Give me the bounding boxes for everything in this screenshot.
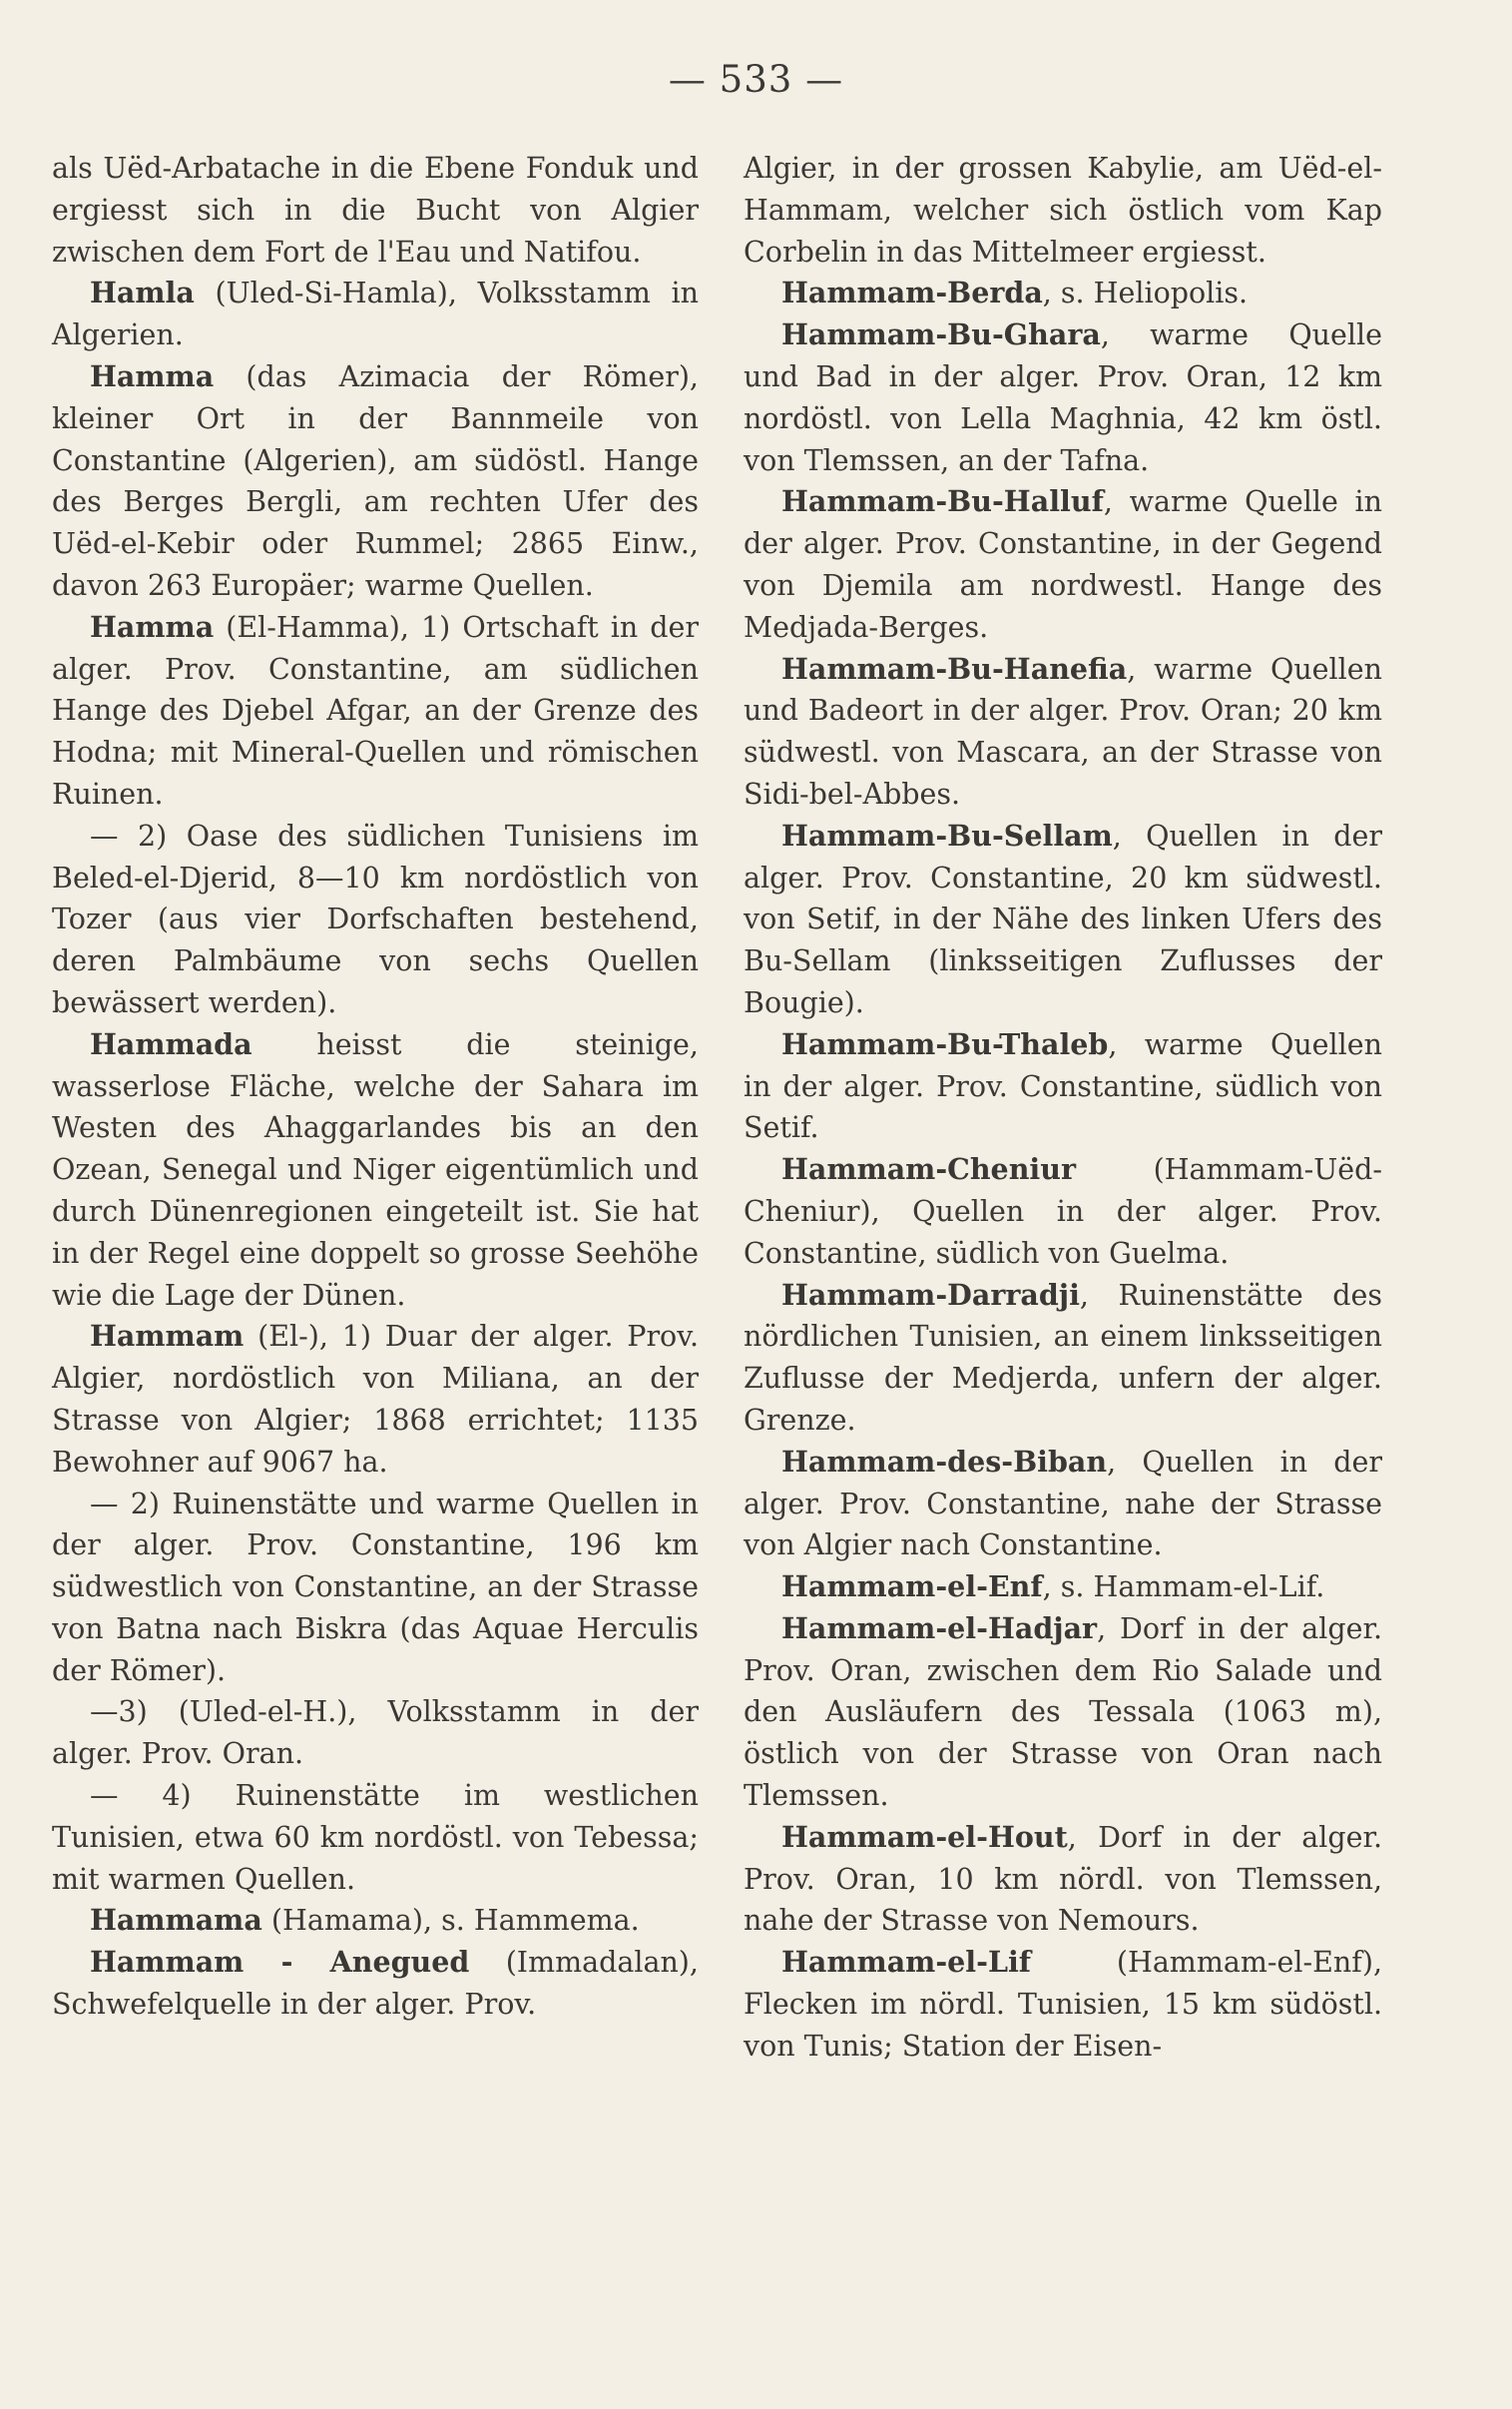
entry-text: — 2) Oase des südlichen Tunisiens im Beled-el-Djerid, 8—10 km nordöstlich von Tozer (aus vier Dorfschaften bestehend, deren Palmbäume von sechs Quellen bewässert werden). <box>52 819 699 1019</box>
sub-entry <box>52 1775 699 1900</box>
entry-headword: Hammam-el-Hadjar <box>781 1610 1098 1645</box>
entry-text: — 2) Ruinenstätte und warme Quellen in der alger. Prov. Constantine, 196 km südwestlich von Constantine, an der Strasse von Batna nach Biskra (das Aquae Herculis der Römer). <box>52 1487 699 1687</box>
entry-headword: Hamma <box>90 358 215 393</box>
entry-text: (Hamama), s. Hammema. <box>261 1904 640 1938</box>
entry-headword: Hammam-Berda <box>781 276 1043 310</box>
entry-text: , Ruinenstätte des nördlichen Tunisien, an einem linksseitigen Zuflusse der Medjerda, unfern der alger. Grenze. <box>744 1278 1382 1437</box>
entry-headword: Hammama <box>90 1903 262 1938</box>
dictionary-entry <box>744 816 1382 1024</box>
dictionary-entry <box>744 273 1382 314</box>
entry-headword: Hammam-des-Biban <box>781 1444 1108 1479</box>
entry-headword: Hammada <box>90 1026 252 1061</box>
entry-headword: Hammam-Darradji <box>781 1277 1080 1312</box>
entry-text: Algier, in der grossen Kabylie, am Uëd-el-Hammam, welcher sich östlich vom Kap Corbelin in das Mittelmeer ergiesst. <box>744 152 1382 269</box>
entry-text: —3) (Uled-el-H.), Volksstamm in der alger. Prov. Oran. <box>52 1695 699 1771</box>
dictionary-entry <box>52 273 699 356</box>
entry-headword: Hammam <box>90 1319 245 1354</box>
entry-text: , Dorf in der alger. Prov. Oran, 10 km nördl. von Tlemssen, nahe der Strasse von Nemours. <box>744 1820 1382 1938</box>
continued-text <box>744 148 1382 273</box>
entry-headword: Hammam-Bu-Halluf <box>781 484 1104 519</box>
sub-entry <box>52 1691 699 1775</box>
right-column <box>744 148 1382 2068</box>
entry-text: , warme Quellen und Badeort in der alger. Prov. Oran; 20 km südwestl. von Mascara, an der Strasse von Sidi-bel-Abbes. <box>744 652 1382 811</box>
entry-headword: Hammam-el-Hout <box>781 1819 1068 1854</box>
dictionary-entry <box>744 314 1382 481</box>
dictionary-entry <box>744 1566 1382 1608</box>
left-column <box>52 148 699 2026</box>
entry-text: , Quellen in der alger. Prov. Constantine, 20 km südwestl. von Setif, in der Nähe des linken Ufers des Bu-Sellam (linksseitigen Zuflusses der Bougie). <box>744 819 1382 1019</box>
entry-headword: Hammam-Cheniur <box>781 1152 1076 1187</box>
entry-text: , Quellen in der alger. Prov. Constantine, nahe der Strasse von Algier nach Constantine. <box>744 1445 1382 1562</box>
dictionary-entry <box>744 1275 1382 1442</box>
dictionary-entry <box>744 649 1382 816</box>
entry-headword: Hamla <box>90 276 195 310</box>
dictionary-entry <box>744 1024 1382 1149</box>
sub-entry <box>52 816 699 1024</box>
entry-text: (Uled-Si-Hamla), Volksstamm in Algerien. <box>52 277 699 352</box>
dictionary-entry <box>52 1316 699 1483</box>
dictionary-entry <box>744 1817 1382 1942</box>
entry-text: (Hammam-Uëd-Cheniur), Quellen in der alger. Prov. Constantine, südlich von Guelma. <box>744 1153 1382 1270</box>
sub-entry <box>52 1484 699 1692</box>
entry-headword: Hammam-el-Enf <box>781 1569 1043 1604</box>
entry-text: heisst die steinige, wasserlose Fläche, welche der Sahara im Westen des Ahaggarlandes bis an den Ozean, Senegal und Niger eigentümlich und durch Dünenregionen eingeteilt ist. Sie hat in der Regel eine doppelt so grosse Seehöhe wie die Lage der Dünen. <box>52 1027 699 1312</box>
entry-headword: Hammam-Bu-Hanefia <box>781 651 1128 686</box>
entry-text: , s. Hammam-el-Lif. <box>1042 1570 1325 1604</box>
entry-headword: Hammam-Bu-Sellam <box>781 818 1113 853</box>
entry-text: , s. Heliopolis. <box>1042 277 1249 310</box>
entry-headword: Hammam-Bu-Ghara <box>781 317 1101 352</box>
entry-headword: Hammam-el-Lif <box>781 1945 1032 1980</box>
entry-text: , Dorf in der alger. Prov. Oran, zwischen dem Rio Salade und den Ausläufern des Tessala (1063 m), östlich von der Strasse von Oran nach Tlemssen. <box>744 1611 1382 1813</box>
entry-text: , warme Quelle in der alger. Prov. Constantine, in der Gegend von Djemila am nordwestl. Hange des Medjada-Berges. <box>744 485 1382 644</box>
entry-text: (Immadalan), Schwefelquelle in der alger. Prov. <box>52 1946 699 2022</box>
page-number: — 533 — <box>668 58 844 101</box>
dictionary-entry <box>52 1942 699 2026</box>
entry-text: , warme Quelle und Bad in der alger. Prov. Oran, 12 km nordöstl. von Lella Maghnia, 42 km östl. von Tlemssen, an der Tafna. <box>744 318 1382 477</box>
dictionary-entry <box>52 1024 699 1317</box>
entry-text: als Uëd-Arbatache in die Ebene Fonduk und ergiesst sich in die Bucht von Algier zwischen dem Fort de l'Eau und Natifou. <box>52 152 699 269</box>
entry-text: (das Azimacia der Römer), kleiner Ort in der Bannmeile von Constantine (Algerien), am südöstl. Hange des Berges Bergli, am rechten Ufer des Uëd-el-Kebir oder Rummel; 2865 Einw., davon 263 Europäer; warme Quellen. <box>52 359 699 602</box>
dictionary-entry <box>52 1900 699 1942</box>
dictionary-entry <box>744 1442 1382 1566</box>
entry-text: (El-), 1) Duar der alger. Prov. Algier, nordöstlich von Miliana, an der Strasse von Algier; 1868 errichtet; 1135 Bewohner auf 9067 ha. <box>52 1320 699 1479</box>
dictionary-entry <box>744 1608 1382 1817</box>
dictionary-entry <box>52 356 699 607</box>
dictionary-entry <box>744 1942 1382 2067</box>
entry-text: (Hammam-el-Enf), Flecken im nördl. Tunisien, 15 km südöstl. von Tunis; Station der Eisen- <box>744 1946 1382 2063</box>
entry-text: (El-Hamma), 1) Ortschaft in der alger. Prov. Constantine, am südlichen Hange des Djebel Afgar, an der Grenze des Hodna; mit Mineral-Quellen und römischen Ruinen. <box>52 610 699 811</box>
dictionary-entry <box>744 481 1382 648</box>
dictionary-entry <box>52 607 699 816</box>
entry-text: — 4) Ruinenstätte im westlichen Tunisien, etwa 60 km nordöstl. von Tebessa; mit warmen Quellen. <box>52 1779 699 1896</box>
dictionary-entry <box>744 1149 1382 1274</box>
continued-text <box>52 148 699 273</box>
entry-headword: Hamma <box>90 609 215 644</box>
entry-headword: Hammam-Bu-Thaleb <box>781 1026 1109 1061</box>
entry-headword: Hammam - Anegued <box>90 1945 470 1980</box>
entry-text: , warme Quellen in der alger. Prov. Constantine, südlich von Setif. <box>744 1027 1382 1145</box>
